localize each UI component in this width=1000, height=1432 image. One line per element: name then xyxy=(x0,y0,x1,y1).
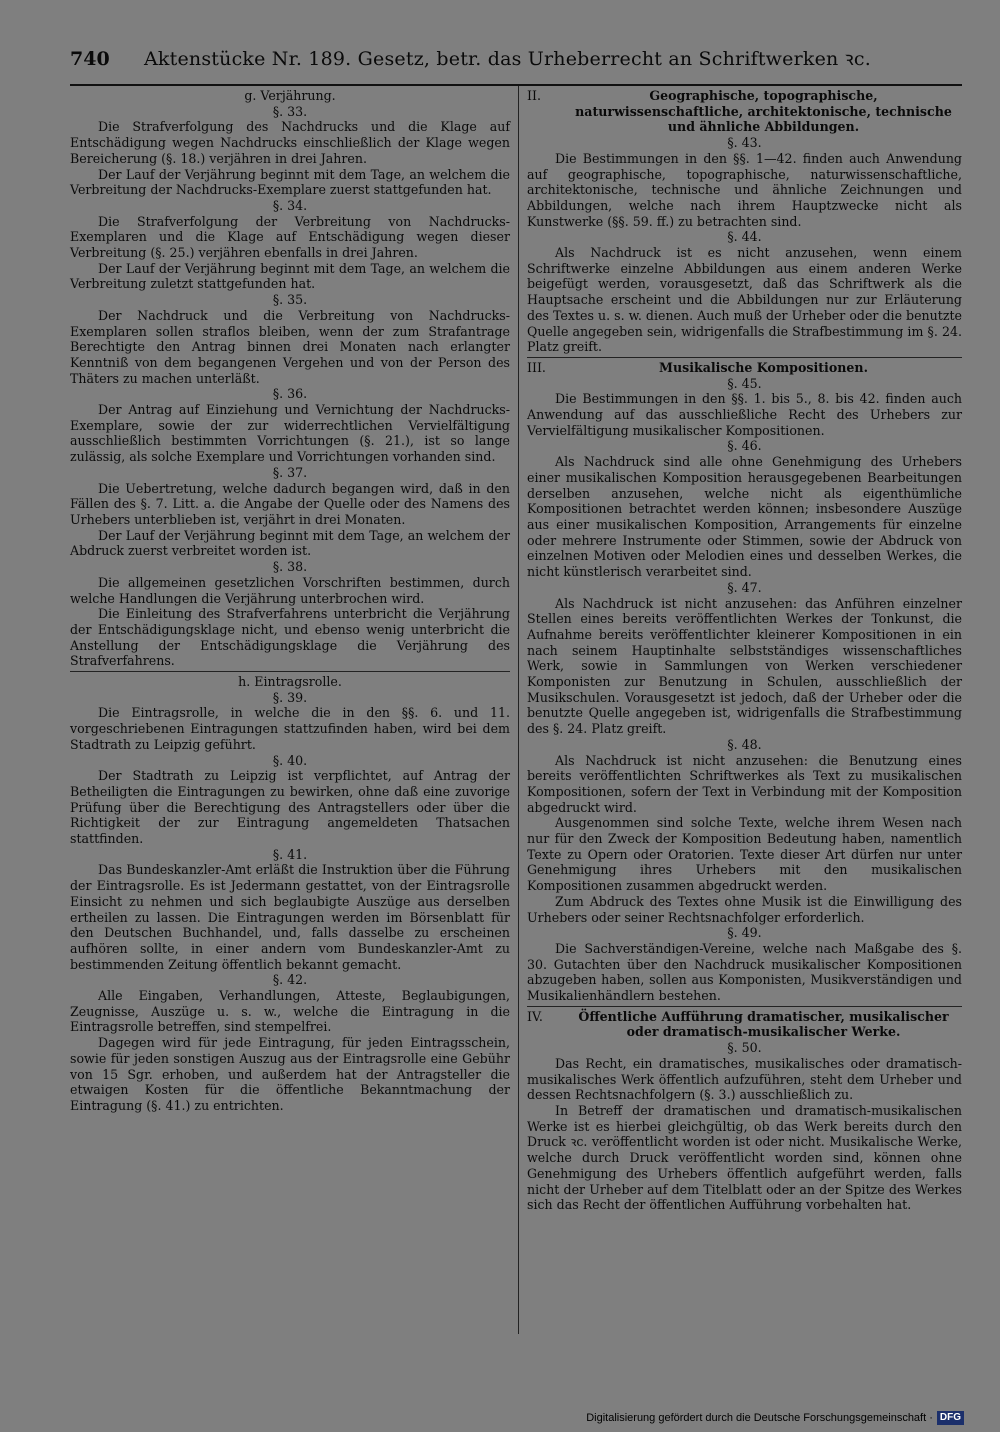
page-header xyxy=(70,44,960,74)
chapter-title: Öffentliche Aufführung dramatischer, musikalischer oder dramatisch-musikalischer Werke. xyxy=(578,1008,949,1040)
paragraph-number: §. 38. xyxy=(272,559,308,575)
paragraph: Das Bundeskanzler-Amt erläßt die Instruktion über die Führung der Eintragsrolle. Es ist Jedermann gestattet, von der Eintragsrolle Einsicht zu nehmen und sich beglaubigte Auszüge aus derselben ertheilen zu lassen. Die Eintragungen werden im Börsenblatt für den Deutschen Buchhandel, und, falls dasselbe zu erscheinen aufhören sollte, in einer andern vom Bundeskanzler-Amt zu bestimmenden Zeitung öffentlich bekannt gemacht. xyxy=(70,862,510,972)
paragraph-number: §. 35. xyxy=(272,292,308,308)
paragraph: Der Lauf der Verjährung beginnt mit dem Tage, an welchem der Abdruck zuerst verbreitet worden ist. xyxy=(70,527,510,559)
chapter-title: Geographische, topographische, naturwissenschaftliche, architektonische, technische und ähnliche Abbildungen. xyxy=(575,88,952,135)
paragraph: Die Bestimmungen in den §§. 1—42. finden auch Anwendung auf geographische, topographische, naturwissenschaftliche, architektonische, technische und ähnliche Zeichnungen und Abbildungen, welche nach ihrem Hauptzwecke nicht als Kunstwerke (§§. 59. ff.) zu betrachten sind. xyxy=(527,150,962,229)
paragraph-number: §. 41. xyxy=(272,846,308,862)
paragraph-number: §. 48. xyxy=(727,736,762,752)
paragraph: Die Einleitung des Strafverfahrens unterbricht die Verjährung der Entschädigungsklage nicht, und ebenso wenig unterbricht die Anstellung der Entschädigungsklage die Verjährung des Strafverfahrens. xyxy=(70,606,510,669)
paragraph-number: §. 39. xyxy=(272,689,308,705)
paragraph: Zum Abdruck des Textes ohne Musik ist die Einwilligung des Urhebers oder seiner Rechtsnachfolger erforderlich. xyxy=(527,893,962,925)
chapter-number: IV. xyxy=(527,1008,543,1024)
paragraph: Der Nachdruck und die Verbreitung von Nachdrucks-Exemplaren sollen straflos bleiben, wenn der zum Strafantrage Berechtigte den Antrag binnen drei Monaten nach erlangter Kenntniß von dem begangenen Vergehen und von der Person des Thäters zu machen unterläßt. xyxy=(70,307,510,386)
column-divider xyxy=(518,86,519,1334)
left-column xyxy=(70,88,510,1114)
digitization-footer xyxy=(586,1410,964,1426)
paragraph-number: §. 50. xyxy=(727,1040,762,1056)
chapter-title: Musikalische Kompositionen. xyxy=(659,359,868,375)
paragraph: Das Recht, ein dramatisches, musikalisches oder dramatisch-musikalisches Werk öffentlich aufzuführen, steht dem Urheber und dessen Rechtsnachfolgern (§. 3.) ausschließlich zu. xyxy=(527,1055,962,1103)
paragraph: Als Nachdruck ist nicht anzusehen: die Benutzung eines bereits veröffentlichten Schriftwerkes als Text zu musikalischen Kompositionen, sofern der Text in Verbindung mit der Komposition abgedruckt wird. xyxy=(527,752,962,815)
chapter-number: II. xyxy=(527,88,541,103)
chapter-number: III. xyxy=(527,359,546,375)
chapter-heading xyxy=(527,360,962,376)
paragraph: Die Eintragsrolle, in welche die in den §§. 6. und 11. vorgeschriebenen Eintragungen stattzufinden haben, wird bei dem Stadtrath zu Leipzig geführt. xyxy=(70,705,510,752)
paragraph: Die Bestimmungen in den §§. 1. bis 5., 8. bis 42. finden auch Anwendung auf das ausschließliche Recht des Urhebers zur Vervielfältigung musikalischer Kompositionen. xyxy=(527,391,962,438)
paragraph: Als Nachdruck ist nicht anzusehen: das Anführen einzelner Stellen eines bereits veröffentlichten Werkes der Tonkunst, die Aufnahme bereits veröffentlichter kleinerer Kompositionen in ein nach seinem Hauptinhalte selbstständiges wissenschaftliches Werk, sowie in Sammlungen von Werken verschiedener Komponisten zur Benutzung in Schulen, ausschließlich der Musikschulen. Vorausgesetzt ist jedoch, daß der Urheber oder die benutzte Quelle angegeben ist, widrigenfalls die Strafbestimmung des §. 24. Platz greift. xyxy=(527,595,962,737)
header-rule xyxy=(70,84,962,86)
paragraph: Dagegen wird für jede Eintragung, für jeden Eintragsschein, sowie für jeden sonstigen Auszug aus der Eintragsrolle eine Gebühr von 15 Sgr. erhoben, und außerdem hat der Antragsteller die etwaigen Kosten für die öffentliche Bekanntmachung der Eintragung (§. 41.) zu entrichten. xyxy=(70,1035,510,1113)
paragraph: Die allgemeinen gesetzlichen Vorschriften bestimmen, durch welche Handlungen die Verjährung unterbrochen wird. xyxy=(70,574,510,606)
paragraph: Die Strafverfolgung der Verbreitung von Nachdrucks-Exemplaren und die Klage auf Entschädigung wegen dieser Verbreitung (§. 25.) verjähren ebenfalls in drei Jahren. xyxy=(70,213,510,261)
paragraph-number: §. 36. xyxy=(272,386,308,402)
section-heading: h. Eintragsrolle. xyxy=(238,674,342,690)
chapter-heading xyxy=(527,88,962,135)
running-title: Aktenstücke Nr. 189. Gesetz, betr. das Urheberrecht an Schriftwerken ꝛc. xyxy=(144,48,871,70)
paragraph: Alle Eingaben, Verhandlungen, Atteste, Beglaubigungen, Zeugnisse, Auszüge u. s. w., welche die Eintragung in die Eintragsrolle betreffen, sind stempelfrei. xyxy=(70,988,510,1035)
paragraph: Der Antrag auf Einziehung und Vernichtung der Nachdrucks-Exemplare, sowie der zur widerrechtlichen Vervielfältigung ausschließlich bestimmten Vorrichtungen (§. 21.), ist so lange zulässig, als solche Exemplare und Vorrichtungen vorhanden sind. xyxy=(70,402,510,465)
paragraph-number: §. 44. xyxy=(727,229,762,245)
paragraph: Die Sachverständigen-Vereine, welche nach Maßgabe des §. 30. Gutachten über den Nachdruck musikalischer Kompositionen abzugeben haben, sollen aus Komponisten, Musikverständigen und Musikalienhändlern bestehen. xyxy=(527,940,962,1004)
paragraph-number: §. 47. xyxy=(727,579,762,595)
paragraph-number: §. 33. xyxy=(272,103,308,119)
chapter-heading xyxy=(527,1009,962,1040)
paragraph: Als Nachdruck sind alle ohne Genehmigung des Urhebers einer musikalischen Komposition herausgegebenen Bearbeitungen derselben anzusehen, welche nicht als eigenthümliche Kompositionen betrachtet werden können; insbesondere Auszüge aus einer musikalischen Komposition, Arrangements für einzelne oder mehrere Instrumente oder Stimmen, sowie der Abdruck von einzelnen Motiven oder Melodien eines und desselben Werkes, die nicht künstlerisch verarbeitet sind. xyxy=(527,454,962,580)
paragraph: Der Stadtrath zu Leipzig ist verpflichtet, auf Antrag der Betheiligten die Eintragungen zu bewirken, ohne daß eine zuvorige Prüfung über die Berechtigung des Antragstellers oder über die Richtigkeit der zur Eintragung angemeldeten Thatsachen stattfinden. xyxy=(70,768,510,847)
paragraph: Der Lauf der Verjährung beginnt mit dem Tage, an welchem die Verbreitung der Nachdrucks-Exemplare zuerst stattgefunden hat. xyxy=(70,166,510,198)
paragraph: Der Lauf der Verjährung beginnt mit dem Tage, an welchem die Verbreitung zuletzt stattgefunden hat. xyxy=(70,260,510,292)
paragraph-number: §. 37. xyxy=(272,464,308,480)
dfg-logo: DFG xyxy=(937,1411,964,1425)
section-rule xyxy=(527,357,962,358)
paragraph: Die Strafverfolgung des Nachdrucks und die Klage auf Entschädigung wegen Nachdrucks einschließlich der Klage wegen Bereicherung (§. 18.) verjähren in drei Jahren. xyxy=(70,119,510,166)
paragraph-number: §. 40. xyxy=(272,752,308,768)
section-rule xyxy=(527,1006,962,1007)
paragraph: In Betreff der dramatischen und dramatisch-musikalischen Werke ist es hierbei gleichgültig, ob das Werk bereits durch den Druck ꝛc. veröffentlicht worden ist oder nicht. Musikalische Werke, welche durch Druck veröffentlicht worden sind, können ohne Genehmigung des Urhebers öffentlich aufgeführt werden, falls nicht der Urheber auf dem Titelblatt oder an der Spitze des Werkes sich das Recht der öffentlichen Aufführung vorbehalten hat. xyxy=(527,1103,962,1213)
footer-credit: Digitalisierung gefördert durch die Deutsche Forschungsgemeinschaft · xyxy=(586,1412,933,1424)
right-column xyxy=(527,88,962,1213)
paragraph-number: §. 46. xyxy=(727,438,762,454)
page-number: 740 xyxy=(70,48,110,70)
paragraph-number: §. 45. xyxy=(727,375,762,391)
paragraph-number: §. 34. xyxy=(272,197,308,213)
paragraph: Ausgenommen sind solche Texte, welche ihrem Wesen nach nur für den Zweck der Komposition Bedeutung haben, namentlich Texte zu Opern oder Oratorien. Texte dieser Art dürfen nur unter Genehmigung ihres Urhebers mit den musikalischen Kompositionen zusammen abgedruckt werden. xyxy=(527,815,962,894)
section-rule xyxy=(70,671,510,672)
paragraph-number: §. 43. xyxy=(727,135,762,151)
section-heading: g. Verjährung. xyxy=(244,88,336,103)
paragraph: Die Uebertretung, welche dadurch begangen wird, daß in den Fällen des §. 7. Litt. a. die Angabe der Quelle oder des Namens des Urhebers unterblieben ist, verjährt in drei Monaten. xyxy=(70,480,510,527)
paragraph: Als Nachdruck ist es nicht anzusehen, wenn einem Schriftwerke einzelne Abbildungen aus einem anderen Werke beigefügt werden, vorausgesetzt, daß das Schriftwerk als die Hauptsache erscheint und die Abbildungen nur zur Erläuterung des Textes u. s. w. dienen. Auch muß der Urheber oder die benutzte Quelle angegeben sein, widrigenfalls die Strafbestimmung im §. 24. Platz greift. xyxy=(527,245,962,355)
paragraph-number: §. 49. xyxy=(727,925,762,941)
paragraph-number: §. 42. xyxy=(272,972,308,988)
